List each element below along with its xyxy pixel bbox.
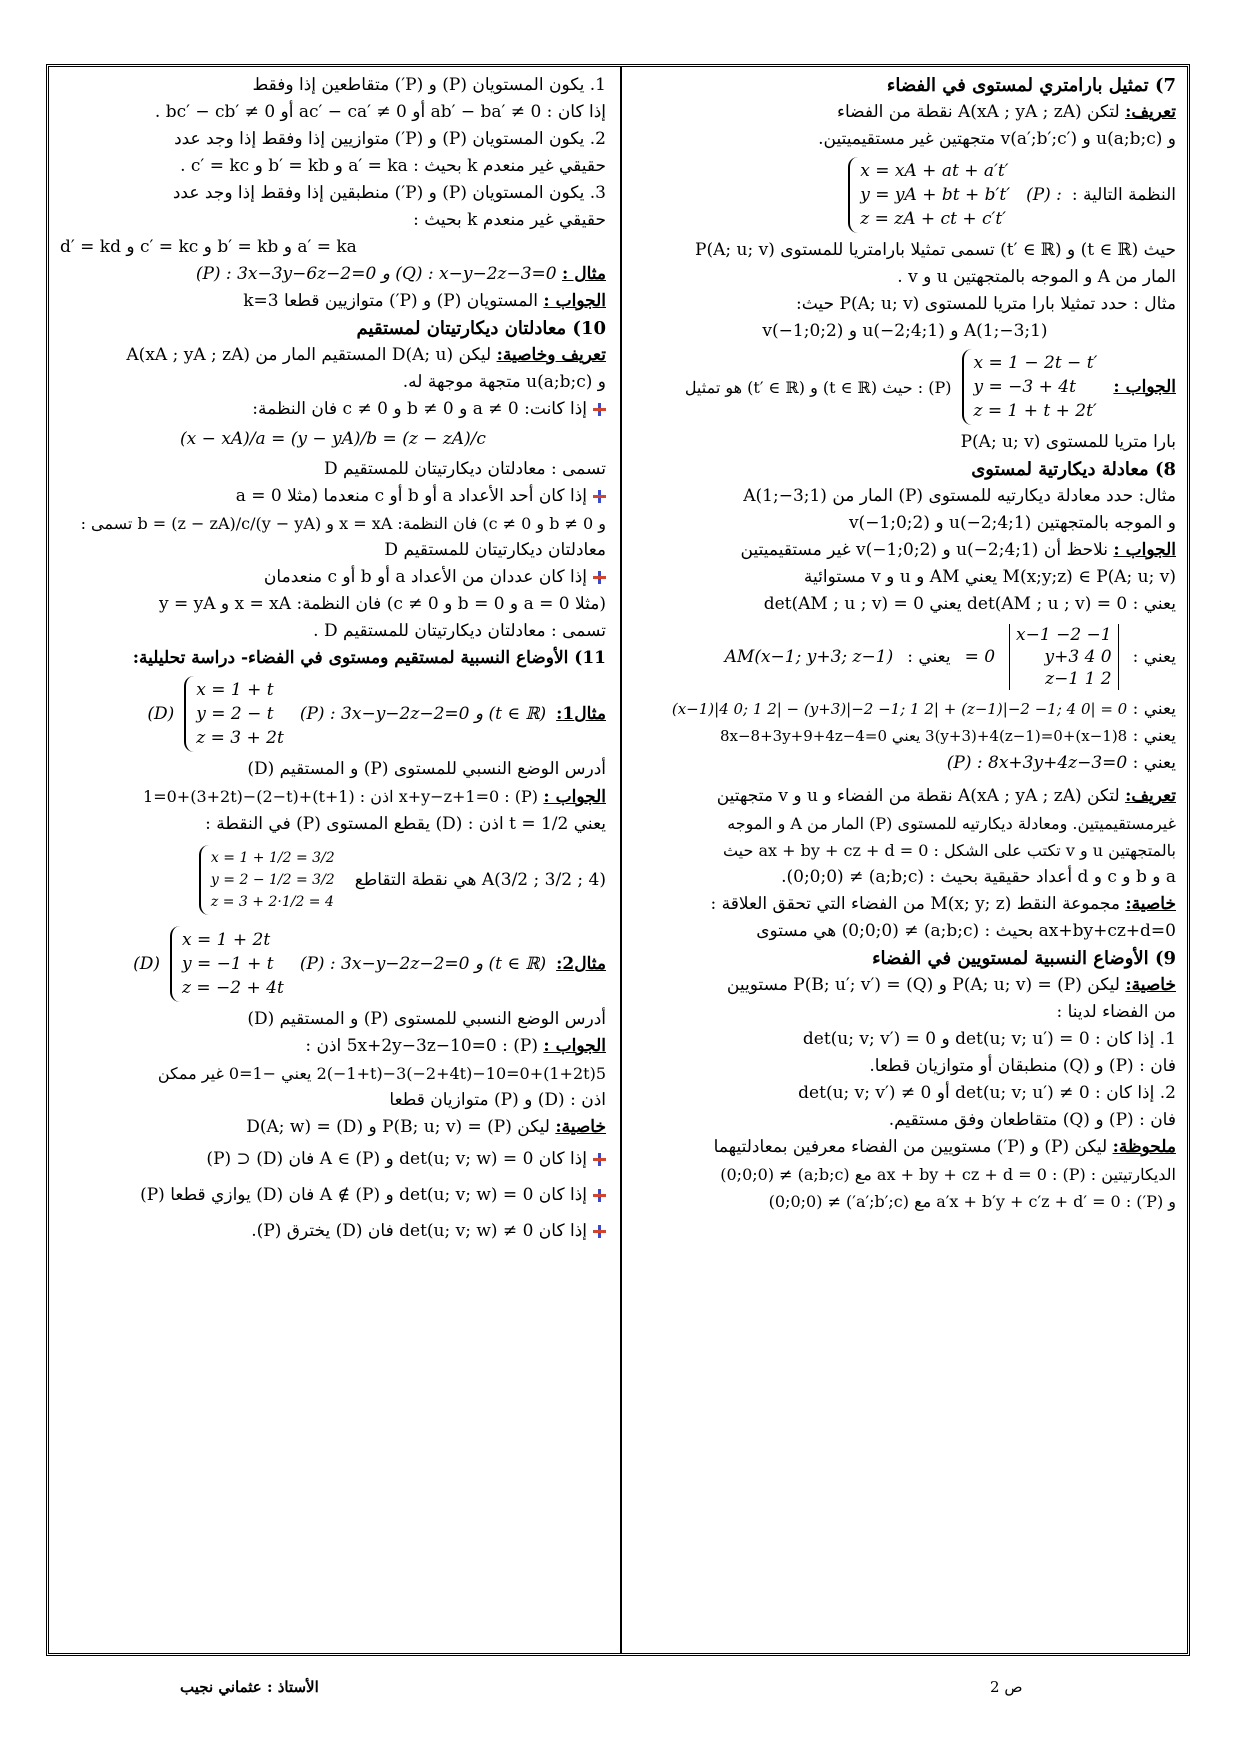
answer-text: يعني : det(AM ; u ; v) = 0 يعني det(AM ; u ; v) = 0: [763, 594, 1176, 614]
bullet-item: [60, 1141, 606, 1177]
property-label: خاصية:: [555, 1117, 606, 1137]
definition-label: تعريف:: [1125, 786, 1176, 806]
bullet-item: [60, 483, 606, 510]
property-line: [634, 972, 1176, 999]
definition-text: و u(a;b;c) متجهة موجهة له.: [402, 372, 606, 392]
example-label: مثال1:: [556, 703, 606, 724]
example-label: مثال2:: [556, 953, 606, 974]
answer-line: [634, 696, 1176, 723]
example-question: و الموجه بالمتجهتين u(−2;4;1) و v(−1;0;2): [848, 513, 1176, 533]
property-text: 2. إذا كان : det(u; v; u′) ≠ 0 أو det(u; v; v′) ≠ 0: [798, 1083, 1176, 1103]
bullet-icon: [593, 571, 606, 584]
section-9-title: 9) الأوضاع النسبية لمستويين في الفضاء: [872, 948, 1176, 969]
definition-line: [634, 783, 1176, 810]
answer-text: M(x;y;z) ∈ P(A; u; v) يعني AM و u و v مستوائية: [803, 567, 1176, 587]
bullet-item: [60, 564, 606, 591]
teacher-name: الأستاذ : عثماني نجيب: [180, 1678, 319, 1696]
study-text: أدرس الوضع النسبي للمستوى (P) و المستقيم (D): [247, 1009, 606, 1029]
bullet-icon: [593, 1153, 606, 1166]
answer-line: [634, 750, 1176, 777]
intersection-system: [199, 845, 341, 915]
property-text: 1. إذا كان : det(u; v; u′) = 0 و det(u; v; v′) = 0: [802, 1029, 1176, 1049]
matrix-row: x−1 −2 −1: [1016, 625, 1112, 645]
example-2-row: [60, 922, 606, 1006]
matrix-row: y+3 4 0: [1044, 647, 1112, 667]
property-text: فان : (P) و (Q) متقاطعان وفق مستقيم.: [888, 1110, 1176, 1130]
note-text: الديكارتيتين : (P) : ax + by + cz + d = 0 مع (a;b;c) ≠ (0;0;0): [720, 1165, 1176, 1184]
answer-label: الجواب :: [1113, 376, 1176, 397]
section-11-title: 11) الأوضاع النسبية لمستقيم ومستوى في الفضاء- دراسة تحليلية:: [132, 648, 606, 668]
answer-text: بارا متريا للمستوى P(A; u; v): [960, 432, 1176, 452]
left-column: [52, 72, 616, 1652]
bullet-icon: [593, 490, 606, 503]
property-text: ax+by+cz+d=0 بحيث : (a;b;c) ≠ (0;0;0) هي مستوى: [756, 921, 1176, 941]
answer-row: [634, 345, 1176, 429]
system-line: y = −1 + t: [182, 954, 274, 974]
property-text: من الفضاء لدينا :: [1056, 1002, 1176, 1022]
answer-line: [60, 288, 606, 315]
section-8-title: 8) معادلة ديكارتية لمستوى: [971, 459, 1176, 480]
system-line: x = xA + at + a′t′: [860, 161, 1009, 181]
bullet-text: إذا كان أحد الأعداد a أو b أو c منعدما (مثلا a = 0: [235, 486, 587, 506]
system-line: z = 3 + 2t: [196, 728, 284, 748]
bullet-text: إذا كان عددان من الأعداد a أو b أو c منعدمان: [263, 567, 587, 587]
system-line: x = 1 − 2t − t′: [973, 353, 1098, 373]
bullet-item: [60, 1213, 606, 1249]
example-plane: (P) : 3x−y−2z−2=0 و (t ∈ ℝ): [299, 953, 547, 974]
bullet-text: معادلتان ديكارتيتان للمستقيم D: [384, 540, 606, 560]
property-text: ليكن (P) = P(A; u; v) و (Q) = P(B; u′; v′) مستويين: [726, 975, 1120, 995]
definition-text: و u(a;b;c) و v(a′;b′;c′) متجهتين غير مستقيميتين.: [818, 129, 1176, 149]
answer-line: [60, 1033, 606, 1060]
answer-line: [634, 723, 1176, 750]
system-line: z = 3 + 2·1/2 = 4: [210, 894, 334, 910]
condition-item: 3. يكون المستويان (P) و (P′) منطبقين إذا وفقط إذا وجد عدد: [172, 183, 606, 203]
property-text: فان : (P) و (Q) منطبقان أو متوازيان قطعا.: [869, 1056, 1176, 1076]
vector-am: AM(x−1; y+3; z−1): [724, 646, 894, 667]
matrix-equals: = 0: [964, 646, 996, 667]
answer-text: (P) : حيث (t ∈ ℝ) و (t′ ∈ ℝ) هو تمثيل: [684, 377, 952, 397]
definition-line: [60, 342, 606, 369]
cartesian-equation: [60, 426, 606, 453]
answer-text: المستويان (P) و (P′) متوازيين قطعا k=3: [243, 291, 538, 311]
condition-item: 2. يكون المستويان (P) و (P′) متوازيين إذا وفقط إذا وجد عدد: [174, 129, 606, 149]
yani-text: يعني :: [907, 646, 951, 667]
system-line: z = 1 + t + 2t′: [973, 401, 1097, 421]
section-10-title: 10) معادلتان ديكارتيتان لمستقيم: [356, 318, 606, 339]
definition-line: [634, 99, 1176, 126]
answer-text: اذن : (D) و (P) متوازيان قطعا: [389, 1090, 606, 1110]
example-label: مثال :: [562, 264, 606, 284]
answer-text: (P) : 5x+2y−3z−10=0 اذن :: [305, 1036, 538, 1056]
parametric-system: [848, 157, 1016, 233]
example-question: مثال: حدد معادلة ديكارتيه للمستوى (P) المار من A(1;−3;1): [743, 486, 1176, 506]
system-intro: النظمة التالية :: [1071, 184, 1176, 205]
definition-label: تعريف وخاصية:: [496, 345, 606, 365]
yani-text: يعني :: [1132, 753, 1176, 773]
example-data: A(1;−3;1) و u(−2;4;1) و v(−1;0;2): [762, 321, 1048, 341]
system-name: (D): [147, 703, 175, 724]
property-line: [60, 1114, 606, 1141]
property-text: ليكن (P) = P(B; u; v) و (D) = D(A; w): [246, 1117, 550, 1137]
bullet-text: تسمى : معادلتان ديكارتيتان للمستقيم D: [323, 459, 606, 479]
example-question: مثال : حدد تمثيلا بارا متريا للمستوى P(A; u; v) حيث:: [796, 294, 1176, 314]
definition-text: لتكن A(xA ; yA ; zA) نقطة من الفضاء: [836, 102, 1120, 122]
expanded-equation: 8(x−1)+3(y+3)+4(z−1)=0 يعني 8x−8+3y+9+4z−4=0: [719, 727, 1128, 745]
yani-text: يعني :: [1132, 646, 1176, 667]
intersection-text: A(3/2 ; 3/2 ; 4) هي نقطة التقاطع: [354, 869, 606, 890]
line-system: [184, 676, 290, 752]
system-name: (D): [133, 953, 161, 974]
answer-line: [60, 783, 606, 811]
system-line: x = 1 + t: [196, 680, 274, 700]
bullet-text: تسمى : معادلتان ديكارتيتان للمستقيم D .: [313, 621, 606, 641]
system-line: z = −2 + 4t: [182, 978, 284, 998]
note-text: و (P′) : a′x + b′y + c′z + d′ = 0 مع (a′;b′;c′) ≠ (0;0;0): [768, 1192, 1176, 1211]
answer-label: الجواب :: [543, 787, 606, 807]
definition-text: لتكن A(xA ; yA ; zA) نقطة من الفضاء و u و v متجهتين: [716, 786, 1120, 806]
definition-text: حيث (t ∈ ℝ) و (t′ ∈ ℝ) تسمى تمثيلا بارامتريا للمستوى P(A; u; v): [695, 240, 1176, 260]
property-label: خاصية:: [1125, 975, 1176, 995]
bullet-icon: [593, 1189, 606, 1202]
determinant-row: [634, 618, 1176, 696]
determinant-matrix: [1009, 624, 1119, 690]
system-line: y = −3 + 4t: [973, 377, 1076, 397]
definition-text: غيرمستقيميتين. ومعادلة ديكارتيه للمستوى (P) المار من A و الموجه: [727, 814, 1176, 833]
definition-label: تعريف:: [1125, 102, 1176, 122]
condition-text: حقيقي غير منعدم k بحيث : a′ = ka و b′ = kb و c′ = kc .: [180, 156, 606, 176]
definition-text: ليكن D(A; u) المستقيم المار من A(xA ; yA ; zA): [126, 345, 492, 365]
yani-text: يعني :: [1132, 726, 1176, 746]
bullet-item: [60, 1177, 606, 1213]
column-divider: [620, 66, 622, 1654]
system-line: x = 1 + 1/2 = 3/2: [210, 850, 335, 866]
property-line: [634, 891, 1176, 918]
bullet-text: إذا كان det(u; v; w) ≠ 0 فان (D) يخترق (P).: [251, 1221, 587, 1241]
note-text: ليكن (P) و (P′) مستويين من الفضاء معرفين بمعادلتيهما: [713, 1137, 1108, 1157]
definition-text: a و b و c و d أعداد حقيقية بحيث : (a;b;c) ≠ (0;0;0).: [781, 867, 1176, 887]
bullet-item: [60, 396, 606, 423]
system-line: y = yA + bt + b′t′: [860, 185, 1011, 205]
answer-text: (P) : x+y−z+1=0 اذن : (1+t)+(2−t)−(3+2t)+1=0: [143, 787, 538, 806]
note-label: ملحوظة:: [1112, 1137, 1176, 1157]
definition-text: بالمتجهتين u و v تكتب على الشكل : ax + by + cz + d = 0 حيث: [722, 841, 1176, 860]
intersection-row: [60, 838, 606, 922]
bullet-text: إذا كانت: a ≠ 0 و b ≠ 0 و c ≠ 0 فان النظمة:: [252, 399, 587, 419]
study-text: أدرس الوضع النسبي للمستوى (P) و المستقيم (D): [247, 759, 606, 779]
note-line: [634, 1134, 1176, 1161]
system-line: y = 2 − t: [196, 704, 274, 724]
condition-text: إذا كان : ab′ − ba′ ≠ 0 أو ac′ − ca′ ≠ 0 أو bc′ − cb′ ≠ 0 .: [154, 102, 606, 122]
plane-equation: (P) : 8x+3y+4z−3=0: [946, 753, 1128, 773]
example-equations: (P) : 3x−3y−6z−2=0 و (Q) : x−y−2z−3=0: [195, 264, 557, 284]
bullet-text: إذا كان det(u; v; w) = 0 و A ∈ (P) فان (D) ⊂ (P): [206, 1149, 587, 1169]
answer-label: الجواب :: [543, 291, 606, 311]
condition-text: a′ = ka و b′ = kb و c′ = kc و d′ = kd: [60, 237, 357, 257]
answer-label: الجواب :: [543, 1036, 606, 1056]
example-plane: (P) : 3x−y−2z−2=0 و (t ∈ ℝ): [299, 703, 547, 724]
condition-text: حقيقي غير منعدم k بحيث :: [413, 210, 606, 230]
bullet-icon: [593, 1225, 606, 1238]
section-7-title: 7) تمثيل بارامتري لمستوى في الفضاء: [886, 75, 1176, 96]
expansion-equation: (x−1)|4 0; 1 2| − (y+3)|−2 −1; 1 2| + (z−1)|−2 −1; 4 0| = 0: [671, 700, 1128, 718]
system-line: z = zA + ct + c′t′: [860, 209, 1007, 229]
example-1-row: [60, 672, 606, 756]
answer-system: [962, 349, 1104, 425]
line-system: [170, 926, 290, 1002]
bullet-icon: [593, 403, 606, 416]
system-line: x = 1 + 2t: [182, 930, 271, 950]
answer-text: 5(1+2t)+2(−1+t)−3(−2+4t)−10=0 يعني −1=0 غير ممكن: [157, 1064, 606, 1083]
system-name: (P) :: [1026, 184, 1062, 205]
bullet-text: و b ≠ 0 و c ≠ 0) فان النظمة: x = xA و (y − yA)/b = (z − zA)/c تسمى :: [80, 514, 606, 533]
property-label: خاصية:: [1125, 894, 1176, 914]
cartesian-equation-text: (x − xA)/a = (y − yA)/b = (z − zA)/c: [180, 429, 486, 449]
right-column: [628, 72, 1184, 1652]
condition-item: 1. يكون المستويان (P) و (P′) متقاطعين إذا وفقط: [252, 75, 606, 95]
system-line: y = 2 − 1/2 = 3/2: [210, 872, 335, 888]
matrix-row: z−1 1 2: [1045, 669, 1112, 689]
page-number: ص 2: [990, 1678, 1023, 1696]
answer-label: الجواب :: [1113, 540, 1176, 560]
answer-text: يعني t = 1/2 اذن : (D) يقطع المستوى (P) في النقطة :: [205, 814, 606, 834]
parametric-system-row: [634, 153, 1176, 237]
example-line: [60, 261, 606, 288]
property-text: مجموعة النقط M(x; y; z) من الفضاء التي تحقق العلاقة :: [710, 894, 1120, 914]
bullet-text: (مثلا a = 0 و b = 0 و c ≠ 0) فان النظمة: x = xA و y = yA: [158, 594, 606, 614]
definition-text: المار من A و الموجه بالمتجهتين u و v .: [897, 267, 1176, 287]
bullet-text: إذا كان det(u; v; w) = 0 و A ∉ (P) فان (D) يوازي قطعا (P): [140, 1185, 587, 1205]
answer-text: نلاحظ أن u(−2;4;1) و v(−1;0;2) غير مستقيميتين: [740, 540, 1108, 560]
answer-line: [634, 537, 1176, 564]
yani-text: يعني :: [1132, 699, 1176, 719]
